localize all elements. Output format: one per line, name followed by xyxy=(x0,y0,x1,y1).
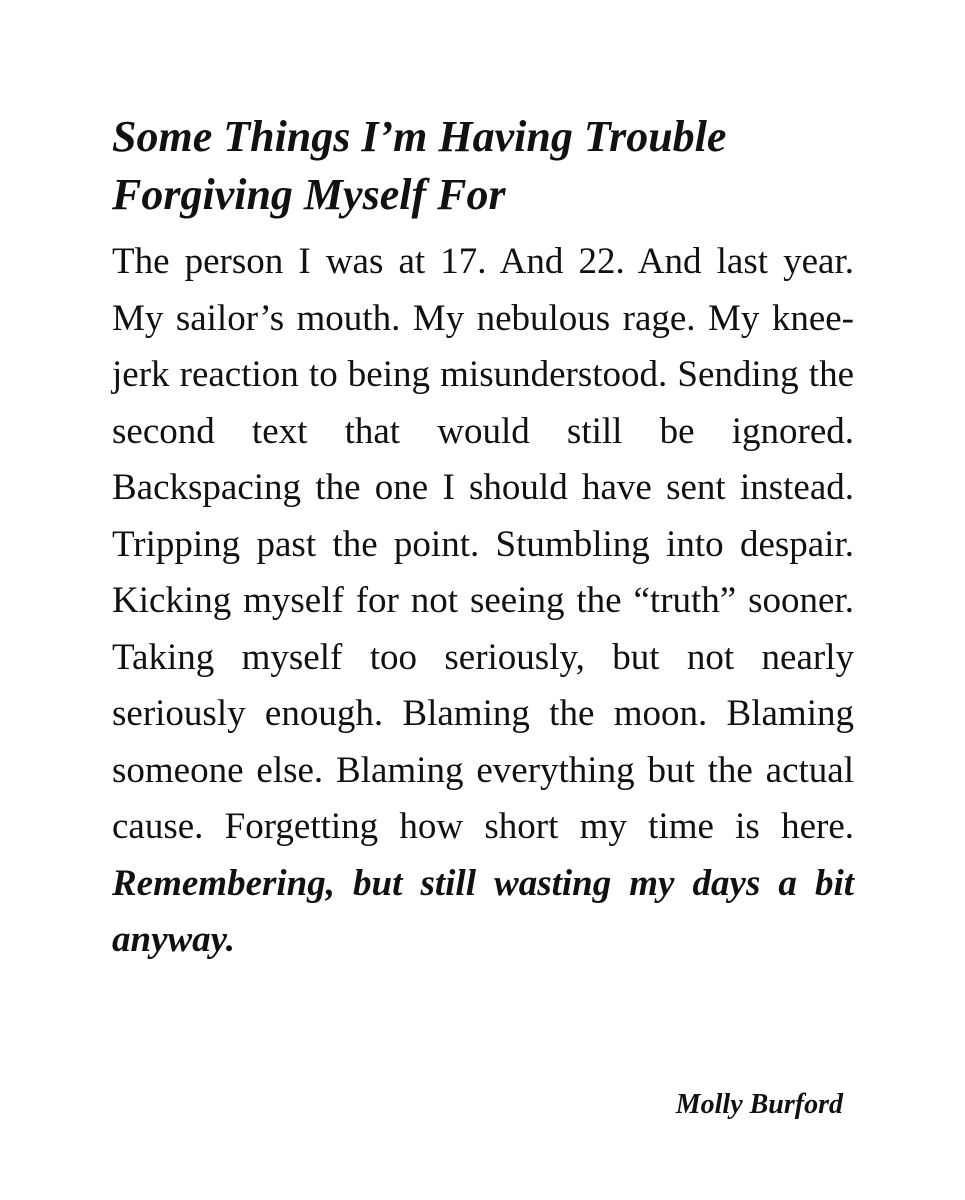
poem-closing-line: Remembering, but still wasting my days a bit anyway. xyxy=(112,862,854,960)
poem-title: Some Things I’m Having Trouble Forgiving Myself For xyxy=(112,112,727,219)
poem-body-text: The person I was at 17. And 22. And last year. My sailor’s mouth. My nebulous rage. My knee-jerk reaction to being misunderstood. Sending the second text that would still be ignored. Backspacing the one I should have sent instead. Tripping past the point. Stumbling into despair. Kicking myself for not seeing the “truth” sooner. Taking myself too seriously, but not nearly seriously enough. Blaming the moon. Blaming someone else. Blaming everything but the actual cause. Forgetting how short my time is here. xyxy=(112,241,854,847)
poem-body xyxy=(112,234,854,969)
poem-author: Molly Burford xyxy=(675,1089,843,1120)
poem-content xyxy=(112,108,854,969)
